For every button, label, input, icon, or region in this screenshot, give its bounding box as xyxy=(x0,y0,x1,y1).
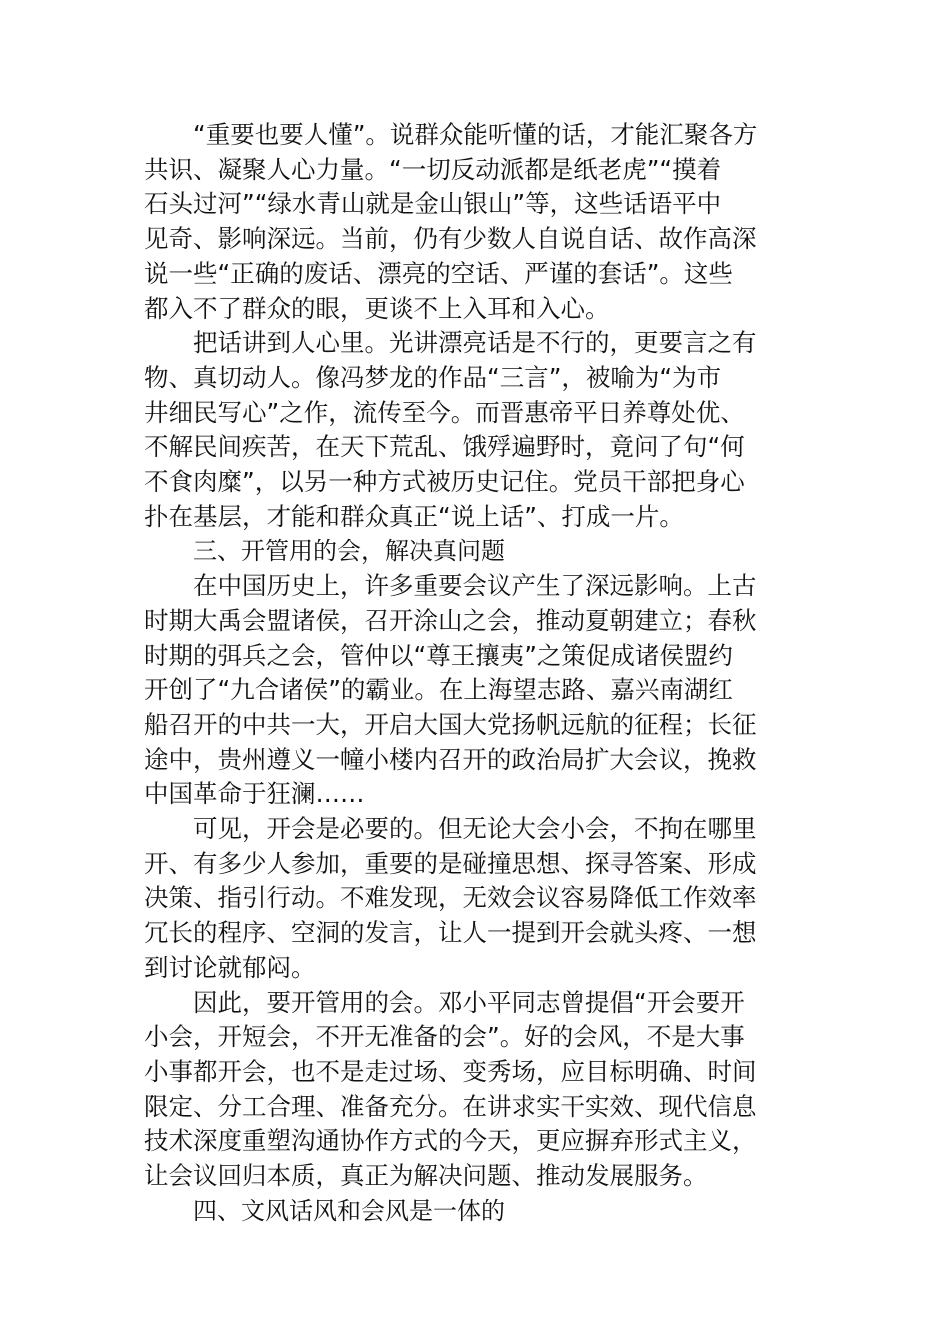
paragraph-plain-language: “重要也要人懂”。说群众能听懂的话，才能汇聚各方 共识、凝聚人心力量。“一切反动派都是纸老虎”“摸着 石头过河”“绿水青山就是金山银山”等，这些话语平中 见奇、影响深远。当前，仍有少数人自说自话、故作高深 说一些“正确的废话、漂亮的空话、严谨的套话”。这些 都入不了群众的眼，更谈不上入耳和入心。 xyxy=(144,120,758,323)
paragraph-meetings-necessary: 可见，开会是必要的。但无论大会小会，不拘在哪里 开、有多少人参加，重要的是碰撞思想、探寻答案、形成 决策、指引行动。不难发现，无效会议容易降低工作效率 冗长的程序、空洞的发言，让人一提到开会就头疼、一想 到讨论就郁闷。 xyxy=(144,814,757,982)
section-heading-3: 三、开管用的会，解决真问题 xyxy=(193,537,505,566)
paragraph-speak-to-heart: 把话讲到人心里。光讲漂亮话是不行的，更要言之有 物、真切动人。像冯梦龙的作品“三言”，被喻为“为市 井细民写心”之作，流传至今。而晋惠帝平日养尊处优、 不解民间疾苦，在天下荒乱、饿殍遍野时，竟问了句“何 不食肉糜”，以另一种方式被历史记住。党员干部把身心 扑在基层，才能和群众真正“说上话”、打成一片。 xyxy=(144,328,757,531)
document-page xyxy=(144,118,808,1229)
paragraph-historic-meetings: 在中国历史上，许多重要会议产生了深远影响。上古 时期大禹会盟诸侯，召开涂山之会，推动夏朝建立；春秋 时期的弭兵之会，管仲以“尊王攘夷”之策促成诸侯盟约 开创了“九合诸侯”的霸业。在上海望志路、嘉兴南湖红 船召开的中共一大，开启大国大党扬帆远航的征程；长征 途中，贵州遵义一幢小楼内召开的政治局扩大会议，挽救 中国革命于狂澜…… xyxy=(144,571,757,809)
paragraph-useful-meetings: 因此，要开管用的会。邓小平同志曾提倡“开会要开 小会，开短会，不开无准备的会”。好的会风，不是大事 小事都开会，也不是走过场、变秀场，应目标明确、时间 限定、分工合理、准备充分。在讲求实干实效、现代信息 技术深度重塑沟通协作方式的今天，更应摒弃形式主义， 让会议回归本质，真正为解决问题、推动发展服务。 xyxy=(144,987,757,1191)
section-heading-4: 四、文风话风和会风是一体的 xyxy=(193,1196,505,1225)
